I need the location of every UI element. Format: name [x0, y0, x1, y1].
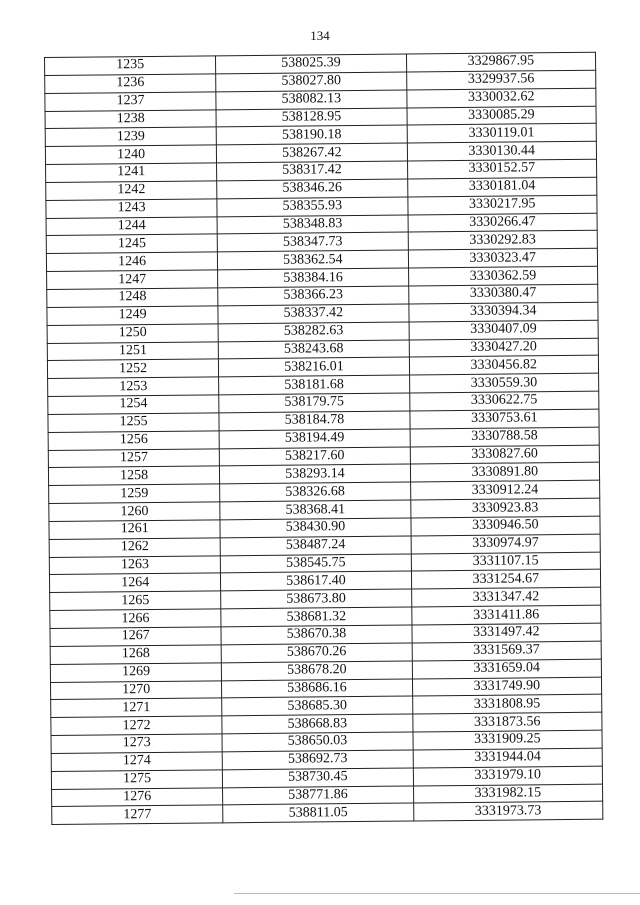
x-coordinate-cell: 538128.95 [216, 108, 406, 128]
y-coordinate-cell: 3330753.61 [410, 409, 600, 429]
y-coordinate-cell: 3330827.60 [410, 445, 600, 465]
point-number-cell: 1242 [46, 181, 217, 200]
y-coordinate-cell: 3330181.04 [407, 177, 597, 197]
x-coordinate-cell: 538811.05 [223, 803, 413, 823]
point-number-cell: 1262 [49, 538, 220, 557]
y-coordinate-cell: 3330946.50 [411, 516, 601, 536]
point-number-cell: 1276 [52, 787, 223, 806]
x-coordinate-cell: 538771.86 [223, 786, 413, 806]
y-coordinate-cell: 3330891.80 [410, 463, 600, 483]
x-coordinate-cell: 538686.16 [222, 679, 412, 699]
y-coordinate-cell: 3331107.15 [411, 552, 601, 572]
point-number-cell: 1274 [51, 752, 222, 771]
x-coordinate-cell: 538282.63 [218, 322, 408, 342]
point-number-cell: 1238 [45, 109, 216, 128]
x-coordinate-cell: 538347.73 [217, 232, 407, 252]
y-coordinate-cell: 3331979.10 [413, 766, 603, 786]
x-coordinate-cell: 538685.30 [222, 696, 412, 716]
y-coordinate-cell: 3330292.83 [408, 231, 598, 251]
point-number-cell: 1250 [47, 323, 218, 342]
point-number-cell: 1264 [49, 573, 220, 592]
point-number-cell: 1272 [51, 716, 222, 735]
x-coordinate-cell: 538670.38 [221, 625, 411, 645]
point-number-cell: 1243 [46, 199, 217, 218]
x-coordinate-cell: 538430.90 [220, 518, 410, 538]
point-number-cell: 1273 [51, 734, 222, 753]
point-number-cell: 1259 [49, 484, 220, 503]
y-coordinate-cell: 3330622.75 [409, 391, 599, 411]
x-coordinate-cell: 538194.49 [219, 429, 409, 449]
y-coordinate-cell: 3331808.95 [412, 695, 602, 715]
y-coordinate-cell: 3330974.97 [411, 534, 601, 554]
x-coordinate-cell: 538027.80 [216, 72, 406, 92]
y-coordinate-cell: 3330407.09 [409, 320, 599, 340]
x-coordinate-cell: 538216.01 [219, 357, 409, 377]
point-number-cell: 1244 [46, 216, 217, 235]
point-number-cell: 1248 [47, 288, 218, 307]
x-coordinate-cell: 538267.42 [217, 143, 407, 163]
x-coordinate-cell: 538346.26 [217, 179, 407, 199]
y-coordinate-cell: 3331873.56 [412, 712, 602, 732]
point-number-cell: 1270 [50, 680, 221, 699]
point-number-cell: 1257 [48, 448, 219, 467]
point-number-cell: 1261 [49, 520, 220, 539]
point-number-cell: 1247 [47, 270, 218, 289]
point-number-cell: 1258 [48, 466, 219, 485]
y-coordinate-cell: 3330266.47 [408, 213, 598, 233]
x-coordinate-cell: 538181.68 [219, 375, 409, 395]
x-coordinate-cell: 538668.83 [222, 714, 412, 734]
y-coordinate-cell: 3330130.44 [407, 141, 597, 161]
y-coordinate-cell: 3330788.58 [410, 427, 600, 447]
y-coordinate-cell: 3329937.56 [406, 70, 596, 90]
x-coordinate-cell: 538355.93 [217, 197, 407, 217]
y-coordinate-cell: 3331347.42 [411, 587, 601, 607]
x-coordinate-cell: 538692.73 [222, 750, 412, 770]
y-coordinate-cell: 3330427.20 [409, 338, 599, 358]
point-number-cell: 1254 [48, 395, 219, 414]
point-number-cell: 1246 [46, 252, 217, 271]
y-coordinate-cell: 3331944.04 [413, 748, 603, 768]
x-coordinate-cell: 538678.20 [222, 661, 412, 681]
y-coordinate-cell: 3331749.90 [412, 677, 602, 697]
y-coordinate-cell: 3330456.82 [409, 356, 599, 376]
y-coordinate-cell: 3331411.86 [411, 605, 601, 625]
point-number-cell: 1267 [50, 627, 221, 646]
point-number-cell: 1240 [45, 145, 216, 164]
x-coordinate-cell: 538366.23 [218, 286, 408, 306]
point-number-cell: 1251 [47, 341, 218, 360]
y-coordinate-cell: 3331982.15 [413, 784, 603, 804]
point-number-cell: 1268 [50, 645, 221, 664]
x-coordinate-cell: 538025.39 [216, 54, 406, 74]
point-number-cell: 1275 [51, 770, 222, 789]
point-number-cell: 1236 [45, 74, 216, 93]
y-coordinate-cell: 3330559.30 [409, 373, 599, 393]
x-coordinate-cell: 538217.60 [220, 447, 410, 467]
x-coordinate-cell: 538673.80 [221, 589, 411, 609]
y-coordinate-cell: 3331973.73 [413, 802, 603, 822]
x-coordinate-cell: 538545.75 [221, 554, 411, 574]
x-coordinate-cell: 538368.41 [220, 500, 410, 520]
point-number-cell: 1256 [48, 431, 219, 450]
bottom-rule [234, 893, 640, 894]
y-coordinate-cell: 3330923.83 [410, 498, 600, 518]
x-coordinate-cell: 538082.13 [216, 90, 406, 110]
point-number-cell: 1265 [50, 591, 221, 610]
x-coordinate-cell: 538190.18 [216, 125, 406, 145]
y-coordinate-cell: 3331909.25 [413, 730, 603, 750]
y-coordinate-cell: 3330323.47 [408, 248, 598, 268]
x-coordinate-cell: 538293.14 [220, 464, 410, 484]
x-coordinate-cell: 538362.54 [218, 250, 408, 270]
point-number-cell: 1249 [47, 306, 218, 325]
y-coordinate-cell: 3330217.95 [407, 195, 597, 215]
y-coordinate-cell: 3330380.47 [408, 284, 598, 304]
coordinate-table [44, 52, 603, 826]
y-coordinate-cell: 3330032.62 [406, 88, 596, 108]
x-coordinate-cell: 538317.42 [217, 161, 407, 181]
point-number-cell: 1253 [48, 377, 219, 396]
x-coordinate-cell: 538326.68 [220, 482, 410, 502]
x-coordinate-cell: 538730.45 [223, 768, 413, 788]
y-coordinate-cell: 3330085.29 [407, 106, 597, 126]
coordinate-table-body [45, 52, 603, 825]
y-coordinate-cell: 3331254.67 [411, 570, 601, 590]
point-number-cell: 1237 [45, 92, 216, 111]
x-coordinate-cell: 538681.32 [221, 607, 411, 627]
x-coordinate-cell: 538617.40 [221, 571, 411, 591]
point-number-cell: 1277 [52, 805, 223, 824]
y-coordinate-cell: 3330362.59 [408, 266, 598, 286]
point-number-cell: 1252 [47, 359, 218, 378]
y-coordinate-cell: 3330119.01 [407, 124, 597, 144]
x-coordinate-cell: 538184.78 [219, 411, 409, 431]
x-coordinate-cell: 538384.16 [218, 268, 408, 288]
x-coordinate-cell: 538670.26 [221, 643, 411, 663]
y-coordinate-cell: 3330912.24 [410, 480, 600, 500]
y-coordinate-cell: 3330152.57 [407, 159, 597, 179]
point-number-cell: 1239 [45, 127, 216, 146]
point-number-cell: 1263 [49, 555, 220, 574]
x-coordinate-cell: 538487.24 [220, 536, 410, 556]
y-coordinate-cell: 3330394.34 [408, 302, 598, 322]
point-number-cell: 1269 [50, 663, 221, 682]
x-coordinate-cell: 538243.68 [219, 340, 409, 360]
y-coordinate-cell: 3331569.37 [412, 641, 602, 661]
point-number-cell: 1271 [51, 698, 222, 717]
point-number-cell: 1260 [49, 502, 220, 521]
y-coordinate-cell: 3331659.04 [412, 659, 602, 679]
point-number-cell: 1255 [48, 413, 219, 432]
x-coordinate-cell: 538348.83 [217, 215, 407, 235]
y-coordinate-cell: 3329867.95 [406, 52, 596, 72]
x-coordinate-cell: 538179.75 [219, 393, 409, 413]
point-number-cell: 1245 [46, 234, 217, 253]
x-coordinate-cell: 538650.03 [222, 732, 412, 752]
y-coordinate-cell: 3331497.42 [412, 623, 602, 643]
point-number-cell: 1266 [50, 609, 221, 628]
x-coordinate-cell: 538337.42 [218, 304, 408, 324]
page-number: 134 [310, 28, 330, 43]
point-number-cell: 1241 [46, 163, 217, 182]
point-number-cell: 1235 [45, 56, 216, 75]
